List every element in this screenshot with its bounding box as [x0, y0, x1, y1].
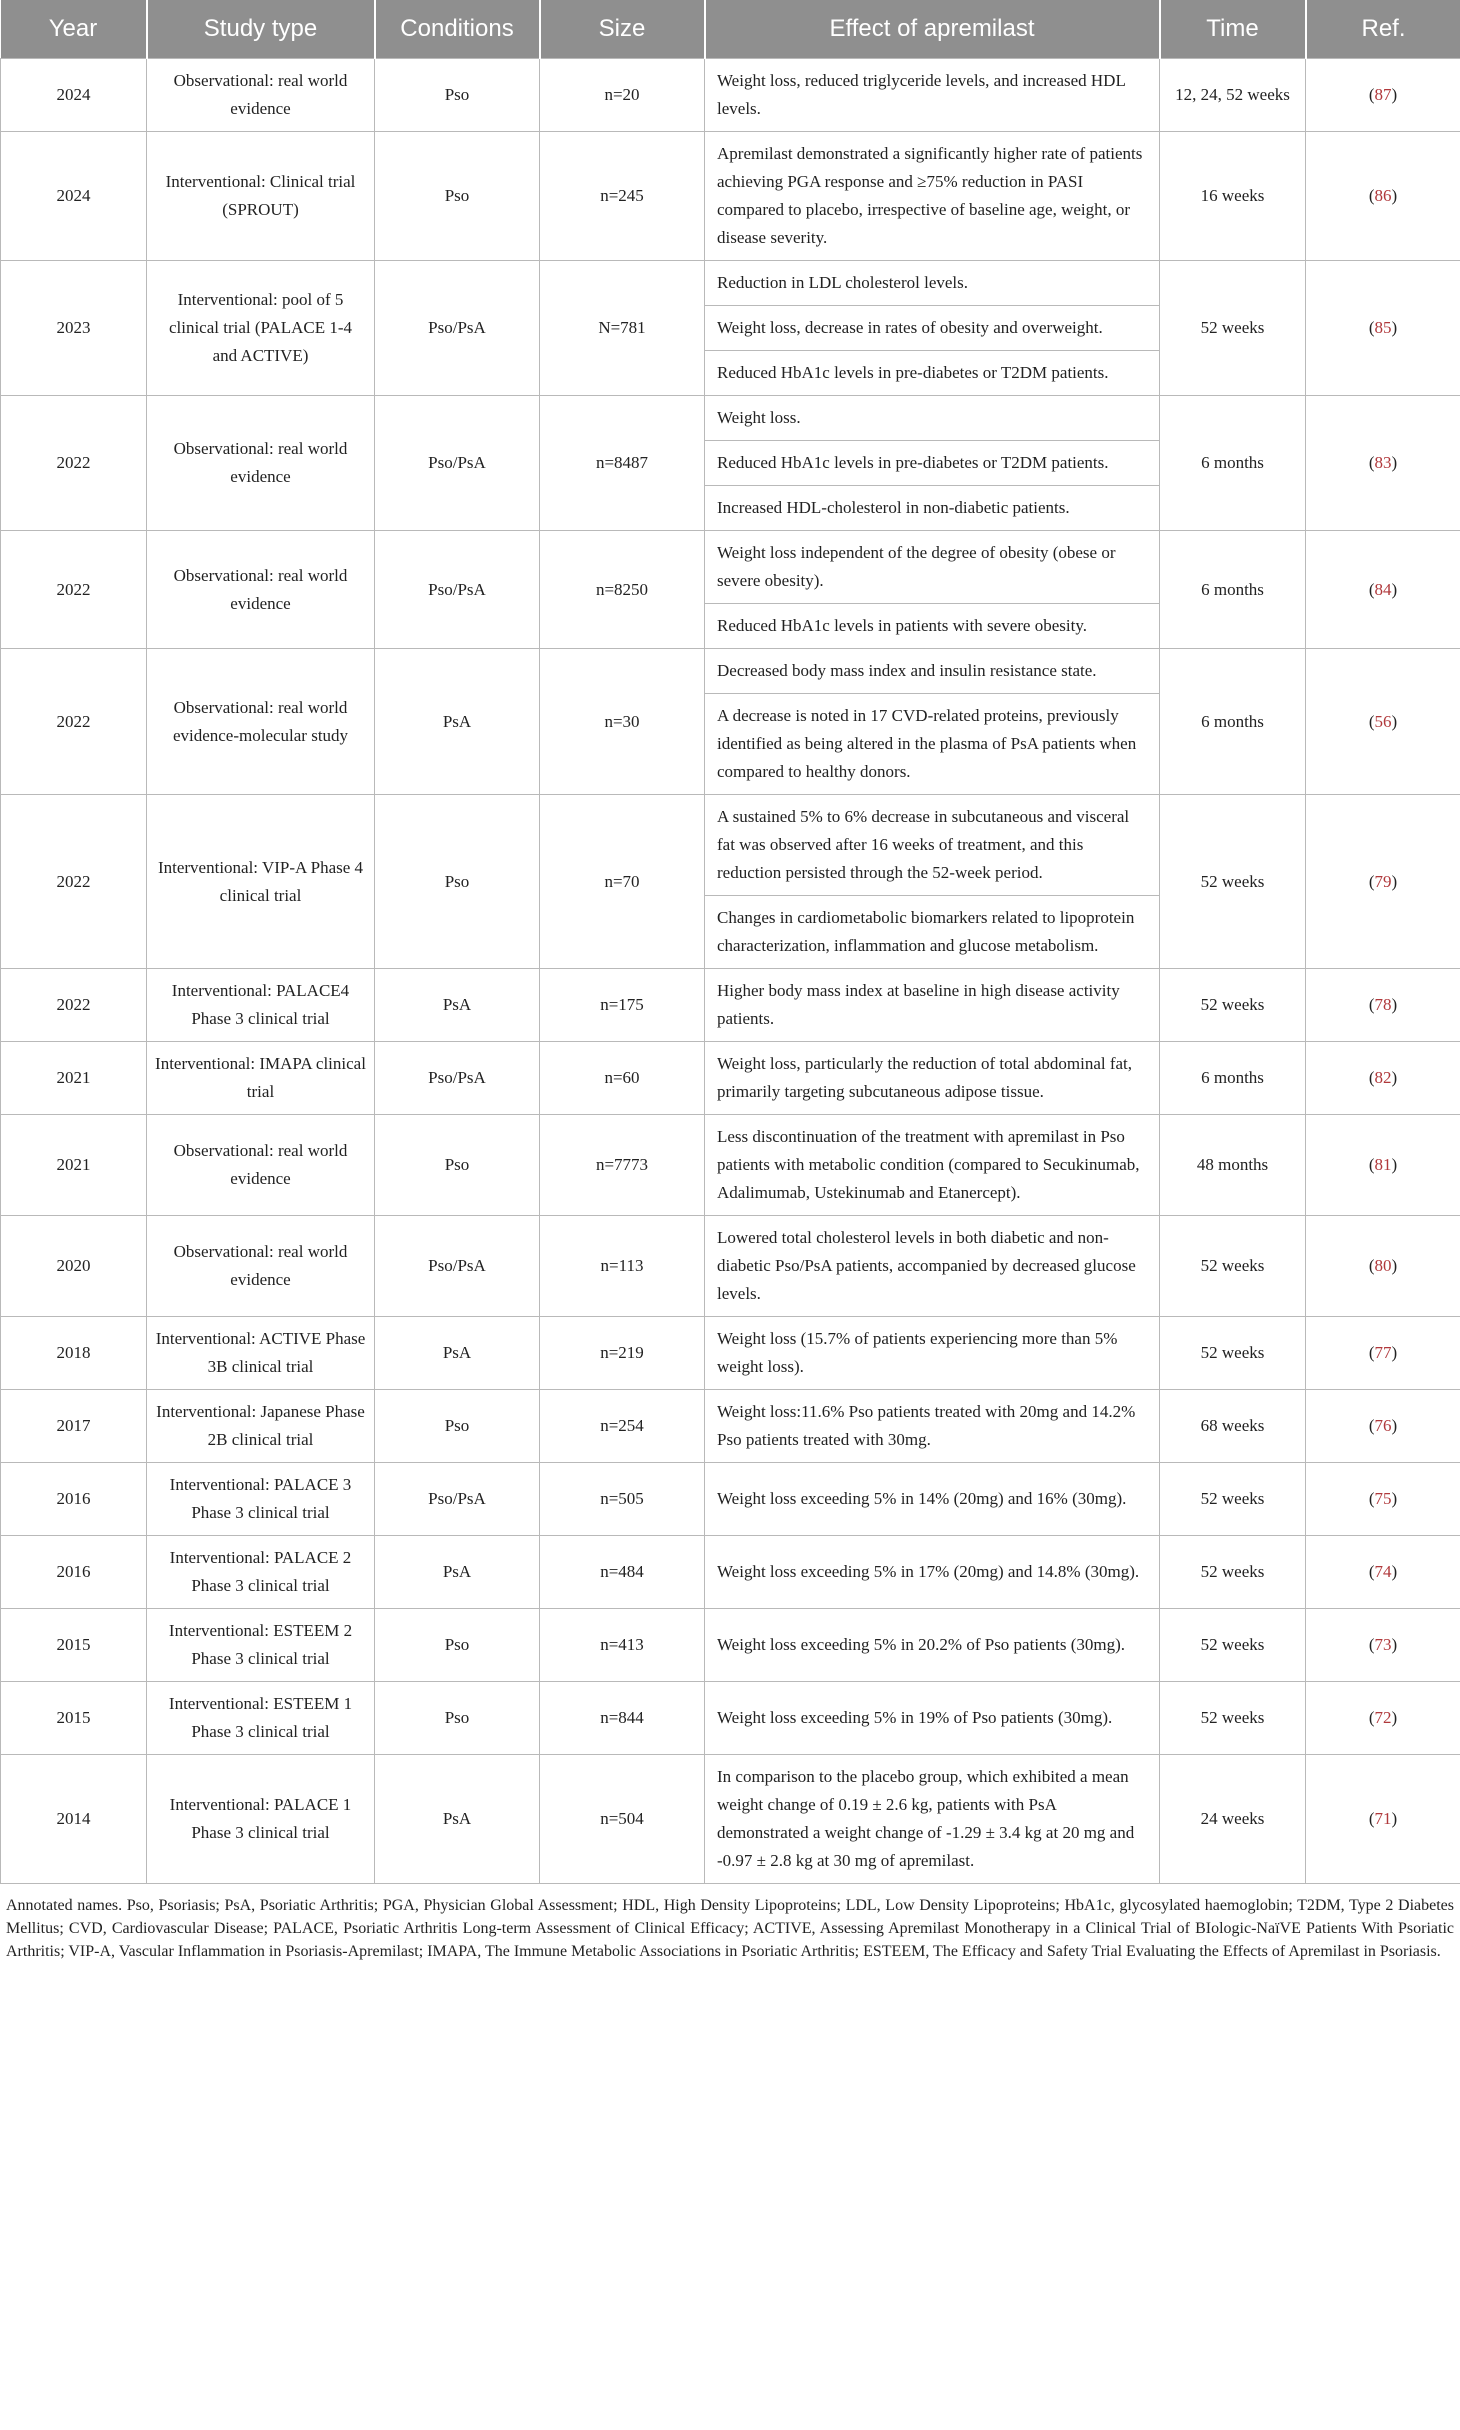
- cell-size: n=70: [540, 795, 705, 969]
- effect-item: A sustained 5% to 6% decrease in subcutaneous and visceral fat was observed after 16 weeks of treatment, and this reduction persisted through the 52-week period.: [717, 807, 1130, 882]
- reference-link[interactable]: 79: [1374, 871, 1392, 891]
- cell-size: n=60: [540, 1042, 705, 1115]
- cell-conditions: PsA: [375, 1317, 540, 1390]
- cell-size: n=505: [540, 1463, 705, 1536]
- cell-study-type: Interventional: PALACE 1 Phase 3 clinical trial: [147, 1755, 375, 1884]
- cell-study-type: Interventional: PALACE4 Phase 3 clinical trial: [147, 969, 375, 1042]
- header-study-type: Study type: [147, 0, 375, 59]
- effect-item: Weight loss exceeding 5% in 19% of Pso patients (30mg).: [717, 1708, 1113, 1727]
- cell-effect: [705, 1682, 1160, 1755]
- cell-effect: [705, 396, 1160, 531]
- cell-effect: [705, 1536, 1160, 1609]
- cell-time: 6 months: [1160, 396, 1306, 531]
- reference-link[interactable]: 82: [1374, 1068, 1392, 1087]
- cell-time: 52 weeks: [1160, 1609, 1306, 1682]
- cell-size: n=245: [540, 132, 705, 261]
- cell-conditions: Pso/PsA: [375, 261, 540, 396]
- effect-item: Higher body mass index at baseline in high disease activity patients.: [717, 981, 1120, 1028]
- cell-ref: (74): [1306, 1536, 1460, 1609]
- table-row: [1, 795, 1460, 969]
- cell-time: 52 weeks: [1160, 795, 1306, 969]
- cell-conditions: Pso/PsA: [375, 531, 540, 649]
- cell-conditions: Pso: [375, 59, 540, 132]
- cell-time: 52 weeks: [1160, 261, 1306, 396]
- cell-conditions: Pso/PsA: [375, 1463, 540, 1536]
- cell-effect: [705, 649, 1160, 795]
- table-row: [1, 1390, 1460, 1463]
- cell-ref: (56): [1306, 649, 1460, 795]
- cell-size: n=8250: [540, 531, 705, 649]
- cell-time: 12, 24, 52 weeks: [1160, 59, 1306, 132]
- cell-conditions: PsA: [375, 1536, 540, 1609]
- cell-study-type: Interventional: ESTEEM 2 Phase 3 clinical trial: [147, 1609, 375, 1682]
- cell-study-type: Interventional: PALACE 2 Phase 3 clinical trial: [147, 1536, 375, 1609]
- cell-conditions: Pso: [375, 1390, 540, 1463]
- cell-size: n=413: [540, 1609, 705, 1682]
- table-row: [1, 1042, 1460, 1115]
- cell-year: 2021: [1, 1115, 147, 1216]
- cell-study-type: Observational: real world evidence: [147, 1216, 375, 1317]
- cell-time: 52 weeks: [1160, 1536, 1306, 1609]
- table-row: [1, 969, 1460, 1042]
- cell-time: 6 months: [1160, 649, 1306, 795]
- cell-time: 6 months: [1160, 1042, 1306, 1115]
- cell-study-type: Interventional: VIP-A Phase 4 clinical trial: [147, 795, 375, 969]
- cell-ref: (77): [1306, 1317, 1460, 1390]
- cell-effect: [705, 1115, 1160, 1216]
- effect-item: Weight loss:11.6% Pso patients treated with 20mg and 14.2% Pso patients treated with 30mg.: [717, 1402, 1136, 1449]
- cell-year: 2022: [1, 795, 147, 969]
- cell-study-type: Observational: real world evidence: [147, 531, 375, 649]
- effect-item: Lowered total cholesterol levels in both diabetic and non-diabetic Pso/PsA patients, accompanied by decreased glucose levels.: [717, 1228, 1136, 1303]
- cell-conditions: Pso/PsA: [375, 1216, 540, 1317]
- cell-year: 2018: [1, 1317, 147, 1390]
- cell-effect: [705, 1609, 1160, 1682]
- cell-ref: (84): [1306, 531, 1460, 649]
- cell-size: n=30: [540, 649, 705, 795]
- cell-size: n=20: [540, 59, 705, 132]
- cell-year: 2022: [1, 969, 147, 1042]
- cell-effect: [705, 531, 1160, 649]
- table-row: [1, 132, 1460, 261]
- reference-link[interactable]: 78: [1374, 995, 1392, 1014]
- footnote: Annotated names. Pso, Psoriasis; PsA, Psoriatic Arthritis; PGA, Physician Global Assessment; HDL, High Density Lipoproteins; LDL, Low Density Lipoproteins; HbA1c, glycosylated haemoglobin; T2DM, Type 2 Diabetes Mellitus; CVD, Cardiovascular Disease; PALACE, Psoriatic Arthritis Long-term Assessment of Clinical Efficacy; ACTIVE, Assessing Apremilast Monotherapy in a Clinical Trial of BIologic-NaïVE Patients With Psoriatic Arthritis; VIP-A, Vascular Inflammation in Psoriasis-Apremilast; IMAPA, The Immune Metabolic Associations in Psoriatic Arthritis; ESTEEM, The Efficacy and Safety Trial Evaluating the Effects of Apremilast in Psoriasis.: [6, 1897, 1454, 1960]
- cell-size: n=844: [540, 1682, 705, 1755]
- reference-link[interactable]: 81: [1374, 1155, 1392, 1174]
- cell-effect: [705, 132, 1160, 261]
- effect-item: Apremilast demonstrated a significantly higher rate of patients achieving PGA response and ≥75% reduction in PASI compared to placebo, irrespective of baseline age, weight, or disease severity.: [717, 144, 1143, 247]
- cell-year: 2017: [1, 1390, 147, 1463]
- table-row: [1, 1682, 1460, 1755]
- cell-conditions: PsA: [375, 1755, 540, 1884]
- cell-time: 68 weeks: [1160, 1390, 1306, 1463]
- header-size: Size: [540, 0, 705, 59]
- cell-year: 2024: [1, 59, 147, 132]
- cell-ref: (75): [1306, 1463, 1460, 1536]
- cell-study-type: Observational: real world evidence: [147, 59, 375, 132]
- cell-ref: (82): [1306, 1042, 1460, 1115]
- cell-ref: (81): [1306, 1115, 1460, 1216]
- effect-item: Decreased body mass index and insulin resistance state.: [717, 661, 1097, 680]
- cell-ref: (86): [1306, 132, 1460, 261]
- reference-link[interactable]: 77: [1374, 1343, 1392, 1362]
- cell-year: 2015: [1, 1609, 147, 1682]
- effect-item: Weight loss, decrease in rates of obesity and overweight.: [705, 305, 1159, 350]
- effect-item: Reduced HbA1c levels in pre-diabetes or T2DM patients.: [705, 440, 1159, 485]
- header-year: Year: [1, 0, 147, 59]
- reference-link[interactable]: 75: [1374, 1489, 1392, 1508]
- cell-ref: (73): [1306, 1609, 1460, 1682]
- reference-link[interactable]: 87: [1374, 85, 1392, 104]
- cell-time: 52 weeks: [1160, 1317, 1306, 1390]
- cell-conditions: PsA: [375, 969, 540, 1042]
- effect-item: Weight loss.: [717, 408, 801, 427]
- cell-time: 48 months: [1160, 1115, 1306, 1216]
- reference-link[interactable]: 74: [1374, 1562, 1392, 1581]
- table-row: [1, 1317, 1460, 1390]
- cell-year: 2022: [1, 531, 147, 649]
- table-row: [1, 1609, 1460, 1682]
- cell-year: 2021: [1, 1042, 147, 1115]
- cell-conditions: Pso: [375, 132, 540, 261]
- cell-study-type: Interventional: pool of 5 clinical trial (PALACE 1-4 and ACTIVE): [147, 261, 375, 396]
- cell-effect: [705, 1216, 1160, 1317]
- cell-study-type: Interventional: Clinical trial (SPROUT): [147, 132, 375, 261]
- cell-conditions: Pso: [375, 1115, 540, 1216]
- cell-time: 52 weeks: [1160, 1682, 1306, 1755]
- cell-ref: (85): [1306, 261, 1460, 396]
- cell-size: n=7773: [540, 1115, 705, 1216]
- effect-item: Weight loss independent of the degree of obesity (obese or severe obesity).: [717, 543, 1116, 590]
- cell-study-type: Observational: real world evidence-molecular study: [147, 649, 375, 795]
- cell-year: 2022: [1, 649, 147, 795]
- cell-time: 52 weeks: [1160, 969, 1306, 1042]
- header-row: [1, 0, 1460, 59]
- cell-size: n=219: [540, 1317, 705, 1390]
- reference-link[interactable]: 76: [1374, 1416, 1392, 1435]
- effect-item: Less discontinuation of the treatment with apremilast in Pso patients with metabolic condition (compared to Secukinumab, Adalimumab, Ustekinumab and Etanercept).: [717, 1127, 1140, 1202]
- reference-link[interactable]: 56: [1374, 711, 1392, 731]
- effect-item: Weight loss (15.7% of patients experiencing more than 5% weight loss).: [717, 1329, 1118, 1376]
- cell-conditions: Pso: [375, 1609, 540, 1682]
- effect-item: Weight loss exceeding 5% in 14% (20mg) and 16% (30mg).: [717, 1489, 1127, 1508]
- cell-effect: [705, 969, 1160, 1042]
- cell-ref: (76): [1306, 1390, 1460, 1463]
- cell-study-type: Observational: real world evidence: [147, 396, 375, 531]
- cell-effect: [705, 1390, 1160, 1463]
- table-row: [1, 1755, 1460, 1884]
- reference-link[interactable]: 85: [1374, 318, 1392, 337]
- table-row: [1, 396, 1460, 531]
- reference-link[interactable]: 83: [1374, 453, 1392, 472]
- cell-year: 2023: [1, 261, 147, 396]
- cell-study-type: Interventional: Japanese Phase 2B clinical trial: [147, 1390, 375, 1463]
- cell-year: 2014: [1, 1755, 147, 1884]
- cell-time: 52 weeks: [1160, 1463, 1306, 1536]
- cell-effect: [705, 59, 1160, 132]
- cell-conditions: Pso: [375, 795, 540, 969]
- table-row: [1, 1463, 1460, 1536]
- cell-year: 2016: [1, 1463, 147, 1536]
- cell-ref: (79): [1306, 795, 1460, 969]
- cell-size: n=175: [540, 969, 705, 1042]
- cell-size: n=504: [540, 1755, 705, 1884]
- cell-conditions: Pso: [375, 1682, 540, 1755]
- table-body: [1, 59, 1460, 1884]
- cell-conditions: PsA: [375, 649, 540, 795]
- effect-item: In comparison to the placebo group, which exhibited a mean weight change of 0.19 ± 2.6 kg, patients with PsA demonstrated a weight change of -1.29 ± 3.4 kg at 20 mg and -0.97 ± 2.8 kg at 30 mg of apremilast.: [717, 1767, 1135, 1870]
- reference-link[interactable]: 84: [1374, 579, 1392, 599]
- cell-ref: (80): [1306, 1216, 1460, 1317]
- effect-item: Increased HDL-cholesterol in non-diabetic patients.: [705, 485, 1159, 530]
- table-row: [1, 1216, 1460, 1317]
- reference-link[interactable]: 71: [1374, 1809, 1392, 1828]
- effect-item: Weight loss, reduced triglyceride levels, and increased HDL levels.: [717, 71, 1126, 118]
- effect-item: Changes in cardiometabolic biomarkers related to lipoprotein characterization, inflammation and glucose metabolism.: [705, 895, 1159, 968]
- reference-link[interactable]: 72: [1374, 1708, 1392, 1727]
- table-row: [1, 531, 1460, 649]
- cell-study-type: Interventional: IMAPA clinical trial: [147, 1042, 375, 1115]
- effect-item: Reduced HbA1c levels in patients with severe obesity.: [705, 603, 1159, 648]
- cell-size: n=113: [540, 1216, 705, 1317]
- cell-time: 52 weeks: [1160, 1216, 1306, 1317]
- cell-conditions: Pso/PsA: [375, 1042, 540, 1115]
- cell-effect: [705, 795, 1160, 969]
- cell-effect: [705, 1317, 1160, 1390]
- header-time: Time: [1160, 0, 1306, 59]
- table-row: [1, 261, 1460, 396]
- cell-ref: (71): [1306, 1755, 1460, 1884]
- cell-time: 16 weeks: [1160, 132, 1306, 261]
- cell-year: 2020: [1, 1216, 147, 1317]
- cell-study-type: Observational: real world evidence: [147, 1115, 375, 1216]
- cell-study-type: Interventional: ACTIVE Phase 3B clinical trial: [147, 1317, 375, 1390]
- reference-link[interactable]: 86: [1374, 186, 1392, 205]
- cell-effect: [705, 1463, 1160, 1536]
- cell-ref: (83): [1306, 396, 1460, 531]
- reference-link[interactable]: 73: [1374, 1635, 1392, 1654]
- cell-effect: [705, 1042, 1160, 1115]
- effect-item: Weight loss, particularly the reduction of total abdominal fat, primarily targeting subcutaneous adipose tissue.: [717, 1054, 1133, 1101]
- effect-item: Weight loss exceeding 5% in 20.2% of Pso patients (30mg).: [717, 1635, 1125, 1654]
- cell-study-type: Interventional: PALACE 3 Phase 3 clinical trial: [147, 1463, 375, 1536]
- cell-effect: [705, 1755, 1160, 1884]
- effect-item: Reduction in LDL cholesterol levels.: [717, 273, 968, 292]
- cell-year: 2022: [1, 396, 147, 531]
- header-conditions: Conditions: [375, 0, 540, 59]
- cell-ref: (87): [1306, 59, 1460, 132]
- cell-conditions: Pso/PsA: [375, 396, 540, 531]
- cell-effect: [705, 261, 1160, 396]
- cell-time: 6 months: [1160, 531, 1306, 649]
- cell-size: n=484: [540, 1536, 705, 1609]
- cell-study-type: Interventional: ESTEEM 1 Phase 3 clinical trial: [147, 1682, 375, 1755]
- cell-size: n=254: [540, 1390, 705, 1463]
- cell-ref: (78): [1306, 969, 1460, 1042]
- cell-year: 2016: [1, 1536, 147, 1609]
- effect-item: A decrease is noted in 17 CVD-related proteins, previously identified as being altered in the plasma of PsA patients when compared to healthy donors.: [705, 693, 1159, 794]
- effect-item: Weight loss exceeding 5% in 17% (20mg) and 14.8% (30mg).: [717, 1562, 1140, 1581]
- cell-year: 2015: [1, 1682, 147, 1755]
- table-row: [1, 1115, 1460, 1216]
- cell-ref: (72): [1306, 1682, 1460, 1755]
- table-row: [1, 1536, 1460, 1609]
- table-row: [1, 649, 1460, 795]
- header-effect: Effect of apremilast: [705, 0, 1160, 59]
- header-ref: Ref.: [1306, 0, 1460, 59]
- effect-item: Reduced HbA1c levels in pre-diabetes or T2DM patients.: [705, 350, 1159, 395]
- table-row: [1, 59, 1460, 132]
- cell-year: 2024: [1, 132, 147, 261]
- cell-time: 24 weeks: [1160, 1755, 1306, 1884]
- reference-link[interactable]: 80: [1374, 1256, 1392, 1275]
- cell-size: n=8487: [540, 396, 705, 531]
- cell-size: N=781: [540, 261, 705, 396]
